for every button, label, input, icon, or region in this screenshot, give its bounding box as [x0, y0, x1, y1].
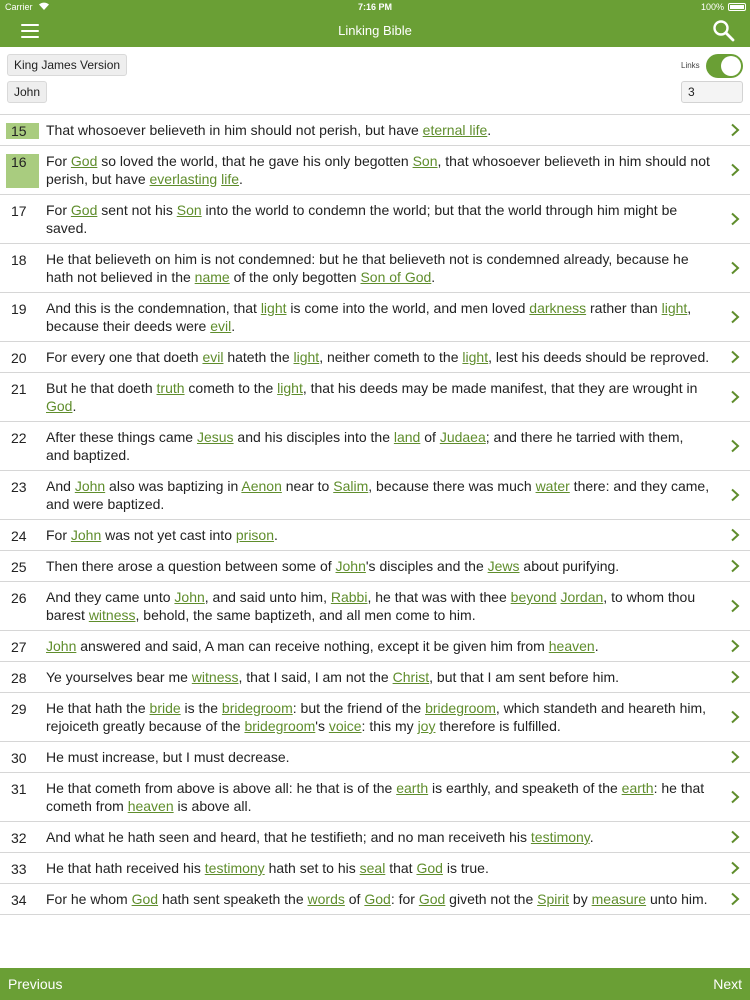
word-link[interactable]: God [70, 202, 98, 218]
verse-number: 30 [11, 750, 27, 766]
verse-text-segment: near to [281, 478, 334, 494]
word-link[interactable]: life [221, 171, 240, 187]
verse-text-segment: For every one that doeth [46, 349, 203, 365]
word-link[interactable]: prison [235, 527, 275, 543]
status-bar [0, 0, 750, 14]
word-link[interactable]: John [70, 527, 102, 543]
battery-icon [728, 3, 746, 11]
verse-text-segment: also was baptizing in [105, 478, 242, 494]
verse-text-segment: , because their deeds were [46, 300, 692, 334]
word-link[interactable]: Jesus [196, 429, 234, 445]
word-link[interactable]: Son [176, 202, 202, 218]
verse-row[interactable] [0, 146, 750, 195]
verse-text-segment: hateth the [223, 349, 294, 365]
verse-text-segment: 's disciples and the [365, 558, 488, 574]
verse-text-segment: sent not his [97, 202, 177, 218]
verse-number: 29 [11, 701, 27, 717]
verse-text-segment: is come into the world, and men loved [286, 300, 530, 316]
word-link[interactable]: name [194, 269, 230, 285]
chevron-right-icon [730, 488, 740, 502]
verse-text-segment: . [72, 398, 77, 414]
verse-number: 24 [11, 528, 27, 544]
word-link[interactable]: John [174, 589, 205, 605]
word-link[interactable]: God [46, 398, 73, 414]
word-link[interactable]: words [307, 891, 345, 907]
verse-number: 15 [6, 123, 39, 139]
word-link[interactable]: God [70, 153, 98, 169]
verse-number: 16 [6, 154, 39, 188]
word-link[interactable]: light [462, 349, 489, 365]
next-button[interactable]: Next [713, 976, 742, 992]
verse-text-segment: Then there arose a question between some of [46, 558, 336, 574]
word-link[interactable]: God [364, 891, 391, 907]
verse-text-segment: And they came unto [46, 589, 175, 605]
word-link[interactable]: joy [417, 718, 436, 734]
verse-text-segment: answered and said, A man can receive nothing, except it be given him from [76, 638, 549, 654]
verse-text-segment: But he that doeth [46, 380, 157, 396]
word-link[interactable]: land [393, 429, 421, 445]
verse-text [46, 300, 691, 334]
verse-text-segment: : he that cometh from [46, 780, 705, 814]
verse-text [46, 669, 619, 685]
verse-text-segment: : this my [361, 718, 418, 734]
verse-number: 21 [11, 381, 27, 397]
chevron-right-icon [730, 861, 740, 875]
verse-text-segment: : for [390, 891, 419, 907]
verse-text [46, 638, 599, 654]
verse-row[interactable] [0, 551, 750, 582]
verse-text [46, 700, 706, 734]
toggle-knob [721, 56, 741, 76]
word-link[interactable]: darkness [529, 300, 587, 316]
verse-row[interactable] [0, 195, 750, 244]
verse-text-segment: ; and there he tarried with them, and baptized. [46, 429, 684, 463]
word-link[interactable]: beyond [510, 589, 557, 605]
verse-text-segment: , and said unto him, [204, 589, 331, 605]
status-time: 7:16 PM [357, 2, 392, 12]
word-link[interactable]: God [418, 891, 446, 907]
verse-text [46, 251, 689, 285]
verse-row[interactable] [0, 422, 750, 471]
verse-text [46, 749, 290, 765]
previous-button[interactable]: Previous [8, 976, 63, 992]
verse-row[interactable] [0, 884, 750, 915]
verse-text [46, 122, 491, 138]
word-link[interactable]: light [293, 349, 320, 365]
verse-text-segment: , he that was with thee [367, 589, 511, 605]
verse-text-segment: cometh to the [184, 380, 278, 396]
word-link[interactable]: eternal life [422, 122, 488, 138]
verse-row[interactable] [0, 822, 750, 853]
verse-row[interactable] [0, 293, 750, 342]
verse-row[interactable] [0, 471, 750, 520]
verse-number: 32 [11, 830, 27, 846]
word-link[interactable]: Aenon [241, 478, 282, 494]
chevron-right-icon [730, 163, 740, 177]
verse-text-segment: rather than [586, 300, 662, 316]
verse-text-segment: , that whosoever believeth in him should not perish, but have [46, 153, 710, 187]
verse-text-segment: by [569, 891, 592, 907]
verse-text-segment: After these things came [46, 429, 197, 445]
verse-row[interactable] [0, 853, 750, 884]
verse-text-segment: , that I said, I am not the [238, 669, 393, 685]
verse-text-segment: Ye yourselves bear me [46, 669, 192, 685]
word-link[interactable]: John [335, 558, 366, 574]
word-link[interactable]: witness [191, 669, 239, 685]
verse-text [46, 527, 278, 543]
verse-text-segment: is the [180, 700, 222, 716]
word-link[interactable]: measure [591, 891, 647, 907]
battery-percentage: 100% [700, 2, 724, 12]
app-title: Linking Bible [338, 23, 412, 38]
verse-text-segment: . [594, 638, 599, 654]
verse-text-segment: And [46, 478, 75, 494]
verse-text-segment: . [431, 269, 436, 285]
word-link[interactable]: bride [149, 700, 181, 716]
verse-text-segment: He that cometh from above is above all: he that is of the [46, 780, 397, 796]
verse-list [0, 114, 750, 915]
verse-text-segment: of [420, 429, 440, 445]
word-link[interactable]: Son [412, 153, 438, 169]
verse-row[interactable] [0, 631, 750, 662]
verse-text-segment: , lest his deeds should be reproved. [488, 349, 710, 365]
verse-number: 34 [11, 892, 27, 908]
word-link[interactable]: bridegroom [425, 700, 496, 716]
verse-number: 22 [11, 430, 27, 446]
verse-text-segment: , which standeth and heareth him, rejoiceth greatly because of the [46, 700, 707, 734]
verse-row[interactable] [0, 662, 750, 693]
verse-text-segment: and his disciples into the [233, 429, 394, 445]
chevron-right-icon [730, 528, 740, 542]
verse-row[interactable] [0, 693, 750, 742]
verse-text-segment: . [231, 318, 236, 334]
verse-number: 18 [11, 252, 27, 268]
chevron-right-icon [730, 310, 740, 324]
verse-number: 33 [11, 861, 27, 877]
chevron-right-icon [730, 790, 740, 804]
chevron-right-icon [730, 212, 740, 226]
word-link[interactable]: light [277, 380, 303, 396]
chevron-right-icon [730, 123, 740, 137]
verse-text [46, 380, 697, 414]
verse-number: 27 [11, 639, 27, 655]
verse-text-segment: there: and they came, and were baptized. [46, 478, 710, 512]
verse-number: 28 [11, 670, 27, 686]
verse-text-segment: , that his deeds may be made manifest, that they are wrought in [302, 380, 698, 396]
verse-row[interactable] [0, 773, 750, 822]
chevron-right-icon [730, 830, 740, 844]
verse-number: 31 [11, 781, 27, 797]
verse-text-segment: And what he hath seen and heard, that he testifieth; and no man receiveth his [46, 829, 531, 845]
verse-text [46, 829, 594, 845]
verse-text [46, 349, 709, 365]
verse-text [46, 429, 683, 463]
verse-text-segment: is true. [442, 860, 489, 876]
word-link[interactable]: God [131, 891, 159, 907]
verse-text-segment: He must increase, but I must decrease. [46, 749, 290, 765]
word-link[interactable]: light [260, 300, 287, 316]
verse-row[interactable] [0, 115, 750, 146]
verse-text-segment: For [46, 527, 71, 543]
verse-text [46, 478, 709, 512]
verse-text-segment: so loved the world, that he gave his only begotten [97, 153, 413, 169]
verse-row[interactable] [0, 244, 750, 293]
word-link[interactable]: heaven [548, 638, 595, 654]
verse-row[interactable] [0, 520, 750, 551]
verse-text-segment: that [385, 860, 417, 876]
word-link[interactable]: Jews [487, 558, 520, 574]
chevron-right-icon [730, 670, 740, 684]
verse-text-segment: That whosoever believeth in him should not perish, but have [46, 122, 423, 138]
chevron-right-icon [730, 350, 740, 364]
chevron-right-icon [730, 750, 740, 764]
version-selector[interactable]: King James Version [7, 54, 127, 76]
word-link[interactable]: truth [156, 380, 185, 396]
word-link[interactable]: Rabbi [330, 589, 368, 605]
top-bar [0, 0, 750, 47]
links-label: Links [681, 61, 700, 70]
word-link[interactable]: earth [621, 780, 654, 796]
verse-text [46, 860, 489, 876]
word-link[interactable]: everlasting [149, 171, 218, 187]
word-link[interactable]: bridegroom [221, 700, 293, 716]
verse-text-segment: For [46, 153, 71, 169]
word-link[interactable]: earth [396, 780, 429, 796]
verse-text-segment: And this is the condemnation, that [46, 300, 261, 316]
word-link[interactable]: evil [210, 318, 232, 334]
chevron-right-icon [730, 390, 740, 404]
verse-text-segment: hath sent speaketh the [158, 891, 308, 907]
verse-row[interactable] [0, 342, 750, 373]
search-icon[interactable] [712, 19, 736, 43]
verse-text-segment: , because there was much [368, 478, 536, 494]
word-link[interactable]: voice [328, 718, 362, 734]
chevron-right-icon [730, 261, 740, 275]
verse-text-segment: He that hath the [46, 700, 150, 716]
word-link[interactable]: John [46, 638, 77, 654]
word-link[interactable]: Jordan [560, 589, 604, 605]
word-link[interactable]: heaven [127, 798, 174, 814]
verse-text-segment: He that hath received his [46, 860, 205, 876]
verse-number: 20 [11, 350, 27, 366]
verse-text-segment: of [344, 891, 365, 907]
word-link[interactable]: God [416, 860, 443, 876]
verse-number: 17 [11, 203, 27, 219]
word-link[interactable]: John [74, 478, 106, 494]
chevron-right-icon [730, 599, 740, 613]
verse-text-segment: 's [315, 718, 329, 734]
word-link[interactable]: testimony [204, 860, 265, 876]
carrier-label: Carrier [5, 2, 33, 12]
verse-row[interactable] [0, 373, 750, 422]
verse-text-segment: into the world to condemn the world; but that the world through him might be saved. [46, 202, 678, 236]
verse-text-segment: , but that I am sent before him. [429, 669, 620, 685]
word-link[interactable]: Judaea [439, 429, 486, 445]
verse-text-segment: For [46, 202, 71, 218]
verse-text-segment: , neither cometh to the [319, 349, 463, 365]
word-link[interactable]: testimony [530, 829, 590, 845]
chevron-right-icon [730, 439, 740, 453]
verse-text-segment: , to whom thou barest [46, 589, 696, 623]
word-link[interactable]: Salim [333, 478, 369, 494]
verse-number: 25 [11, 559, 27, 575]
verse-text-segment: of the only begotten [229, 269, 361, 285]
verse-text [46, 202, 677, 236]
verse-text-segment: He that believeth on him is not condemned: but he that believeth not is condemned already, because he hath not believed in the [46, 251, 689, 285]
verse-text [46, 153, 710, 187]
chevron-right-icon [730, 710, 740, 724]
chapter-field[interactable]: 3 [681, 81, 743, 103]
verse-text-segment: is earthly, and speaketh of the [428, 780, 622, 796]
verse-text-segment: was not yet cast into [101, 527, 236, 543]
word-link[interactable]: light [661, 300, 688, 316]
word-link[interactable]: water [535, 478, 570, 494]
word-link[interactable]: bridegroom [244, 718, 316, 734]
verse-row[interactable] [0, 582, 750, 631]
word-link[interactable]: Christ [392, 669, 430, 685]
chevron-right-icon [730, 892, 740, 906]
verse-text-segment: . [239, 171, 243, 187]
word-link[interactable]: evil [202, 349, 224, 365]
verse-text-segment: : but the friend of the [292, 700, 426, 716]
verse-text [46, 589, 695, 623]
verse-text-segment: therefore is fulfilled. [435, 718, 561, 734]
verse-number: 26 [11, 590, 27, 606]
verse-text-segment: . [589, 829, 594, 845]
verse-text [46, 780, 704, 814]
bottom-bar [0, 968, 750, 1000]
verse-text-segment: . [274, 527, 278, 543]
chevron-right-icon [730, 559, 740, 573]
verse-text-segment: For he whom [46, 891, 132, 907]
verse-text-segment: . [487, 122, 492, 138]
chevron-right-icon [730, 639, 740, 653]
word-link[interactable]: witness [88, 607, 136, 623]
verse-text-segment: giveth not the [445, 891, 538, 907]
verse-text-segment: about purifying. [519, 558, 620, 574]
links-toggle[interactable] [706, 54, 743, 78]
verse-row[interactable] [0, 742, 750, 773]
verse-text-segment: hath set to his [264, 860, 360, 876]
word-link[interactable]: Spirit [537, 891, 570, 907]
verse-number: 23 [11, 479, 27, 495]
book-selector[interactable]: John [7, 81, 47, 103]
verse-text-segment: unto him. [646, 891, 708, 907]
verse-text-segment: is above all. [173, 798, 252, 814]
verse-text [46, 558, 619, 574]
verse-text-segment: , behold, the same baptizeth, and all men come to him. [135, 607, 476, 623]
verse-text [46, 891, 708, 907]
word-link[interactable]: seal [359, 860, 386, 876]
word-link[interactable]: Son of God [360, 269, 432, 285]
verse-number: 19 [11, 301, 27, 317]
